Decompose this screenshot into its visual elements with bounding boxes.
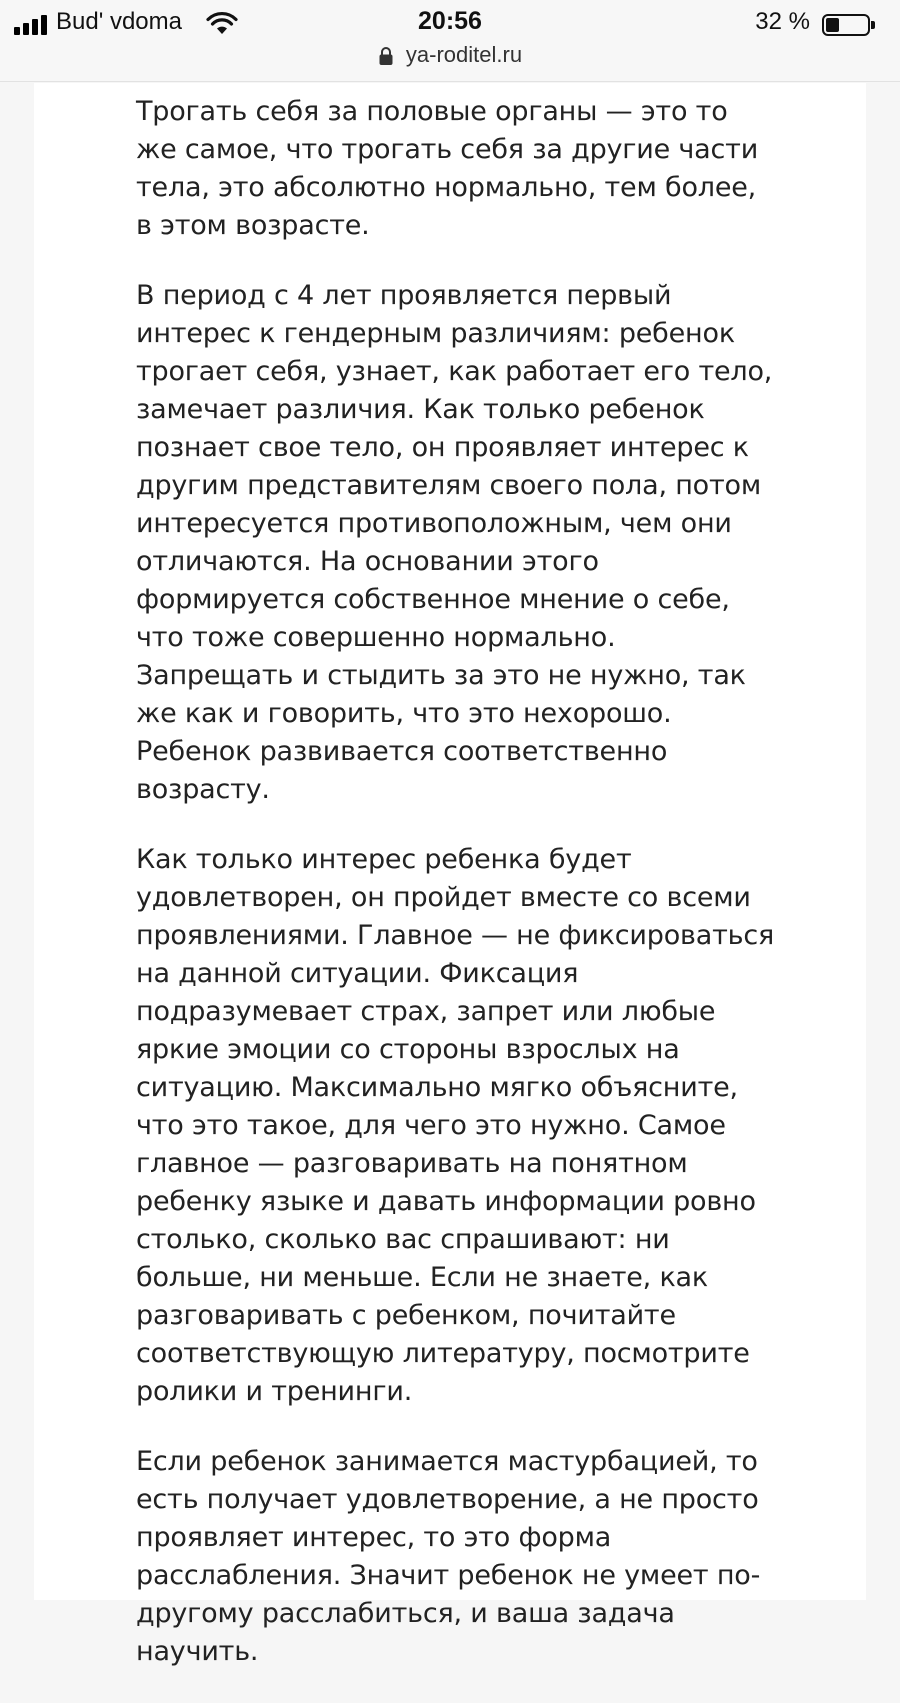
paragraph-3: Как только интерес ребенка будет удовлетворен, он пройдет вместе со всеми проявлениями. Главное — не фиксироваться на данной ситуации. Фиксация подразумевает страх, запрет или любые яркие эмоции со стороны взрослых на ситуацию. Максимально мягко объясните, что это такое, для чего это нужно. Самое главное — разговаривать на понятном ребенку языке и давать информации ровно столько, сколько вас спрашивают: ни больше, ни меньше. Если не знаете, как разговаривать с ребенком, почитайте соответствующую литературу, посмотрите ролики и тренинги. <box>136 844 775 1407</box>
url-text[interactable]: ya-roditel.ru <box>405 42 523 67</box>
paragraph-2: В период с 4 лет проявляется первый интерес к гендерным различиям: ребенок трогает себя, узнает, как работает его тело, замечает различия. Как только ребенок познает свое тело, он проявляет интерес к другим представителям своего пола, потом интересуется противоположным, чем они отличаются. На основании этого формируется собственное мнение о себе, что тоже совершенно нормально. Запрещать и стыдить за это не нужно, так же как и говорить, что это нехорошо. Ребенок развивается соответственно возрасту. <box>136 280 773 805</box>
status-row <box>0 6 900 42</box>
battery-icon <box>822 14 870 36</box>
article-body <box>136 93 776 1703</box>
status-time: 20:56 <box>418 7 482 35</box>
paragraph-4: Если ребенок занимается мастурбацией, то есть получает удовлетворение, а не просто проявляет интерес, то это форма расслабления. Значит ребенок не умеет по-другому расслабиться, и ваша задача научить. <box>136 1446 761 1667</box>
paragraph-1: Трогать себя за половые органы — это то же самое, что трогать себя за другие части тела, это абсолютно нормально, тем более, в этом возрасте. <box>136 96 759 241</box>
battery-percent: 32 % <box>755 8 810 35</box>
battery-fill <box>826 18 839 32</box>
carrier-name: Bud' vdoma <box>56 8 182 35</box>
page-content <box>34 83 866 1667</box>
address-bar[interactable] <box>0 42 900 74</box>
status-bar <box>0 0 900 82</box>
lock-icon <box>378 46 394 66</box>
